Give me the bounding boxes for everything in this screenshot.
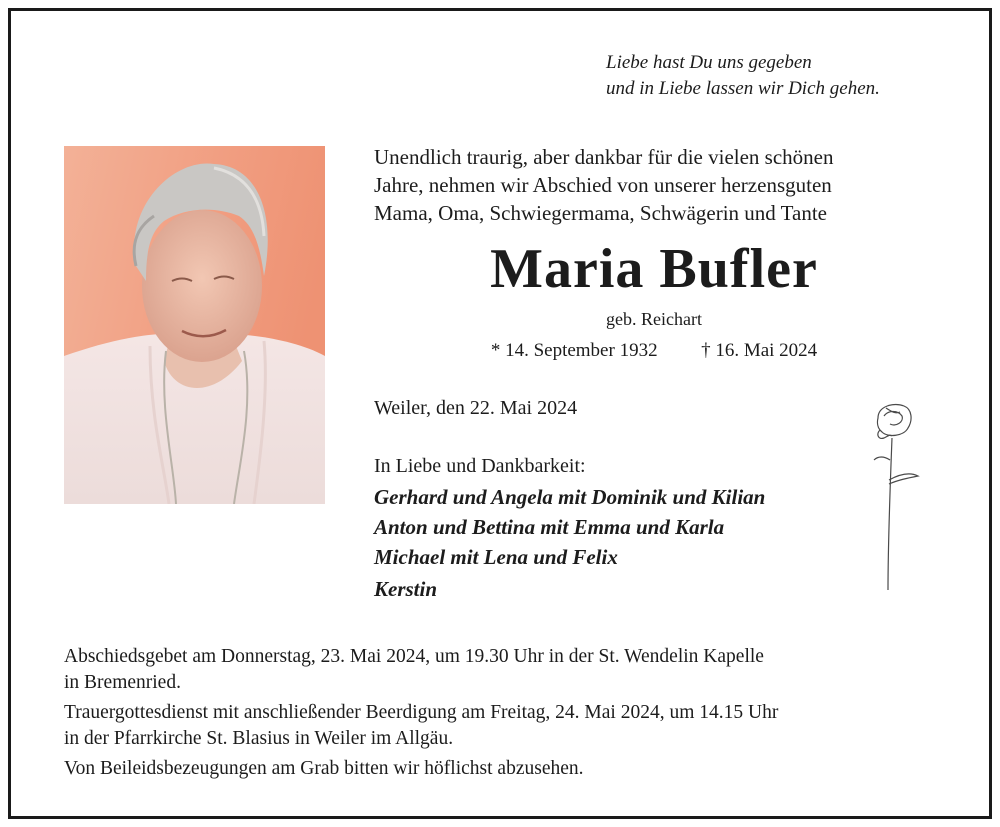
- motto-line-1: Liebe hast Du uns gegeben: [606, 52, 812, 73]
- portrait-photo: [64, 146, 325, 504]
- thanks-heading: In Liebe und Dankbarkeit:: [374, 455, 586, 477]
- notes-line: in der Pfarrkirche St. Blasius in Weiler im Allgäu.: [64, 728, 454, 749]
- family-list: [374, 482, 765, 604]
- birth-date: 14. September 1932: [505, 340, 658, 361]
- family-line: Anton und Bettina mit Emma und Karla: [374, 515, 725, 539]
- service-notes: [64, 644, 944, 786]
- family-line: Kerstin: [374, 577, 438, 601]
- maiden-name: geb. Reichart: [606, 309, 702, 329]
- notes-line: Trauergottesdienst mit anschließender Beerdigung am Freitag, 24. Mai 2024, um 14.15 Uhr: [64, 702, 779, 723]
- notes-paragraph: [64, 756, 944, 782]
- notes-line: Von Beileidsbezeugungen am Grab bitten wir höflichst abzusehen.: [64, 758, 584, 779]
- notes-line: Abschiedsgebet am Donnerstag, 23. Mai 2024, um 19.30 Uhr in der St. Wendelin Kapelle: [64, 646, 764, 667]
- rose-icon: [866, 400, 924, 596]
- family-line: Gerhard und Angela mit Dominik und Kilian: [374, 485, 766, 509]
- motto-line-2: und in Liebe lassen wir Dich gehen.: [606, 78, 880, 99]
- motto-quote: [606, 50, 936, 102]
- notes-paragraph: [64, 644, 944, 696]
- notes-line: in Bremenried.: [64, 672, 181, 693]
- deceased-name: Maria Bufler: [490, 238, 818, 300]
- death-date: 16. Mai 2024: [715, 340, 818, 361]
- death-cross-icon: †: [701, 340, 711, 361]
- intro-line-1: Unendlich traurig, aber dankbar für die vielen schönen: [374, 145, 834, 169]
- intro-line-2: Jahre, nehmen wir Abschied von unserer herzensguten: [374, 173, 832, 197]
- intro-line-3: Mama, Oma, Schwiegermama, Schwägerin und Tante: [374, 201, 828, 225]
- intro-text: [374, 143, 944, 227]
- notes-paragraph: [64, 700, 944, 752]
- family-line: Michael mit Lena und Felix: [374, 545, 618, 569]
- birth-star-icon: *: [490, 340, 501, 361]
- life-dates: [374, 338, 934, 364]
- place-date: Weiler, den 22. Mai 2024: [374, 397, 578, 419]
